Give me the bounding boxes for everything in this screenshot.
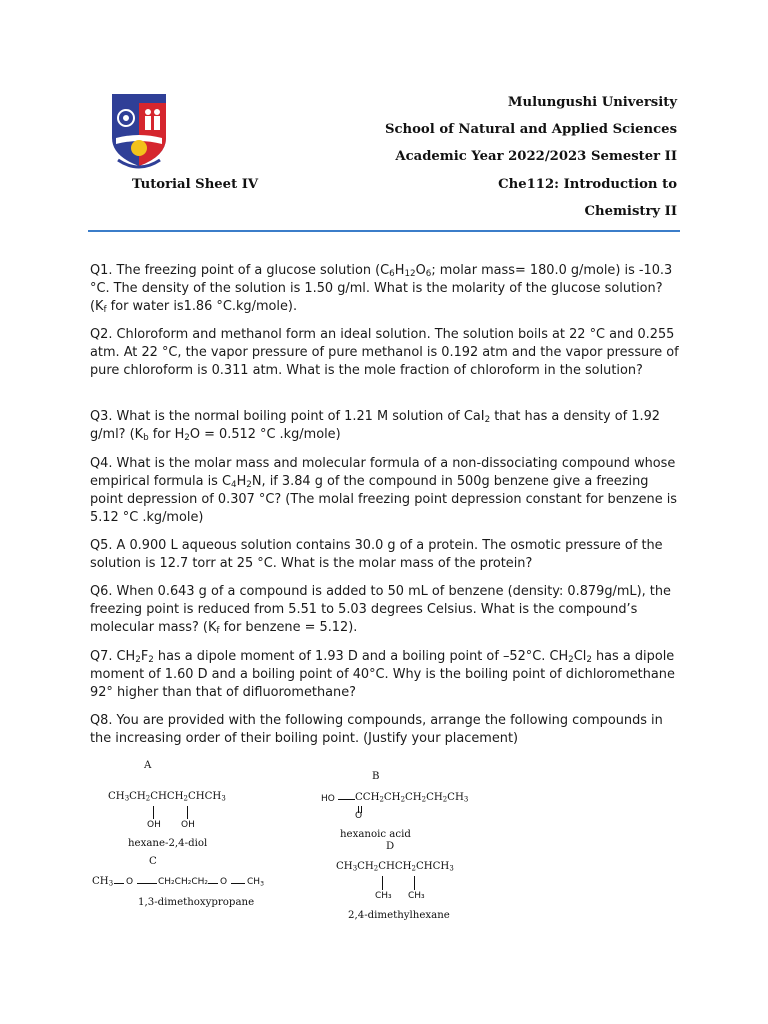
sheet-title: Tutorial Sheet IV [132,177,259,192]
compound-a-formula: $CH_3CH_2CHCH_2CHCH_3$ [108,791,226,803]
compound-a-letter: A [144,760,152,771]
compound-b-carbonyl-o: O [355,811,363,821]
compound-c-letter: C [149,856,157,867]
compound-a-bond-2 [187,806,188,819]
compound-d-methyl-2: CH₃ [408,891,425,901]
compound-a-name: hexane-2,4-diol [128,838,208,849]
question-8: Q8. You are provided with the following compounds, arrange the following compounds in the increasing order of their boiling point. (Justify your placement) [90,713,663,746]
question-6: Q6. When 0.643 g of a compound is added to 50 mL of benzene (density: 0.879g/mL), the freezing point is reduced from 5.51 to 5.03 degrees Celsius. What is the compound’s molecular mass? ($K_f$ for benzene = 5.12). [90,584,671,637]
compound-d-methyl-1: CH₃ [375,891,392,901]
academic-year: Academic Year 2022/2023 Semester II [395,149,677,164]
compound-c-ch3-left: $CH_3$ [92,876,114,888]
question-1: Q1. The freezing point of a glucose solution ($C_6H_{12}O_6$; molar mass= 180.0 g/mole) is -10.3 °C. The density of the solution is 1.50 g/ml. What is the molarity of the glucose solution? ($K_f$ for water is1.86 °C.kg/mole). [90,263,673,316]
compound-c-bond-3 [208,883,218,884]
compound-d-bond-1 [382,876,383,890]
compound-c-bond-4 [231,883,245,884]
university-crest-logo [108,94,170,172]
compound-b-formula: $CCH_2CH_2CH_2CH_2CH_3$ [355,792,469,804]
question-5: Q5. A 0.900 L aqueous solution contains 30.0 g of a protein. The osmotic pressure of the solution is 12.7 torr at 25 °C. What is the molar mass of the protein? [90,538,663,571]
university-name: Mulungushi University [507,95,677,110]
compound-d-name: 2,4-dimethylhexane [348,910,450,921]
question-4: Q4. What is the molar mass and molecular formula of a non-dissociating compound whose empirical formula is $C_4H_2N$, if 3.84 g of the compound in 500g benzene give a freezing point depression of 0.307 °C? (The molal freezing point depression constant for benzene is 5.12 °C .kg/mole) [90,456,678,525]
school-name: School of Natural and Applied Sciences [385,122,677,137]
compound-b-letter: B [372,771,380,782]
compound-b-bond-ho [338,799,355,800]
compound-d-letter: D [386,841,395,852]
compound-b-ho: HO [321,794,335,804]
compound-b-name: hexanoic acid [340,829,411,840]
compound-c-oxygen-2: O [220,877,228,887]
compound-c-ch3-right: $CH_3$ [247,877,264,888]
question-3: Q3. What is the normal boiling point of 1.21 M solution of CaI$_2$ that has a density of 1.92 g/ml? ($K_b$ for $H_2O = 0.512$ °C .kg/mole) [90,409,660,444]
compound-a-oh-1: OH [147,820,161,830]
compound-c-bond-1 [114,883,124,884]
course-title-line1: Che112: Introduction to [498,177,677,192]
compound-d-formula: $CH_3CH_2CHCH_2CHCH_3$ [336,861,454,873]
compound-d-bond-2 [414,876,415,890]
compound-c-chain: CH₂CH₂CH₂ [158,877,208,887]
compound-c-oxygen-1: O [126,877,134,887]
compound-a-bond-1 [153,806,154,819]
question-7: Q7. $CH_2F_2$ has a dipole moment of 1.93 D and a boiling point of –52°C. $CH_2Cl_2$ has a dipole moment of 1.60 D and a boiling point of 40°C. Why is the boiling point of dichloromethane 92° higher than that of difluoromethane? [90,649,675,700]
question-2: Q2. Chloroform and methanol form an ideal solution. The solution boils at 22 °C and 0.255 atm. At 22 °C, the vapor pressure of pure methanol is 0.192 atm and the vapor pressure of pure chloroform is 0.311 atm. What is the mole fraction of chloroform in the solution? [90,327,679,378]
header-divider [88,230,680,232]
compound-c-name: 1,3-dimethoxypropane [138,897,255,908]
compound-a-oh-2: OH [181,820,195,830]
course-title-line2: Chemistry II [584,204,677,219]
compound-c-bond-2 [137,883,157,884]
